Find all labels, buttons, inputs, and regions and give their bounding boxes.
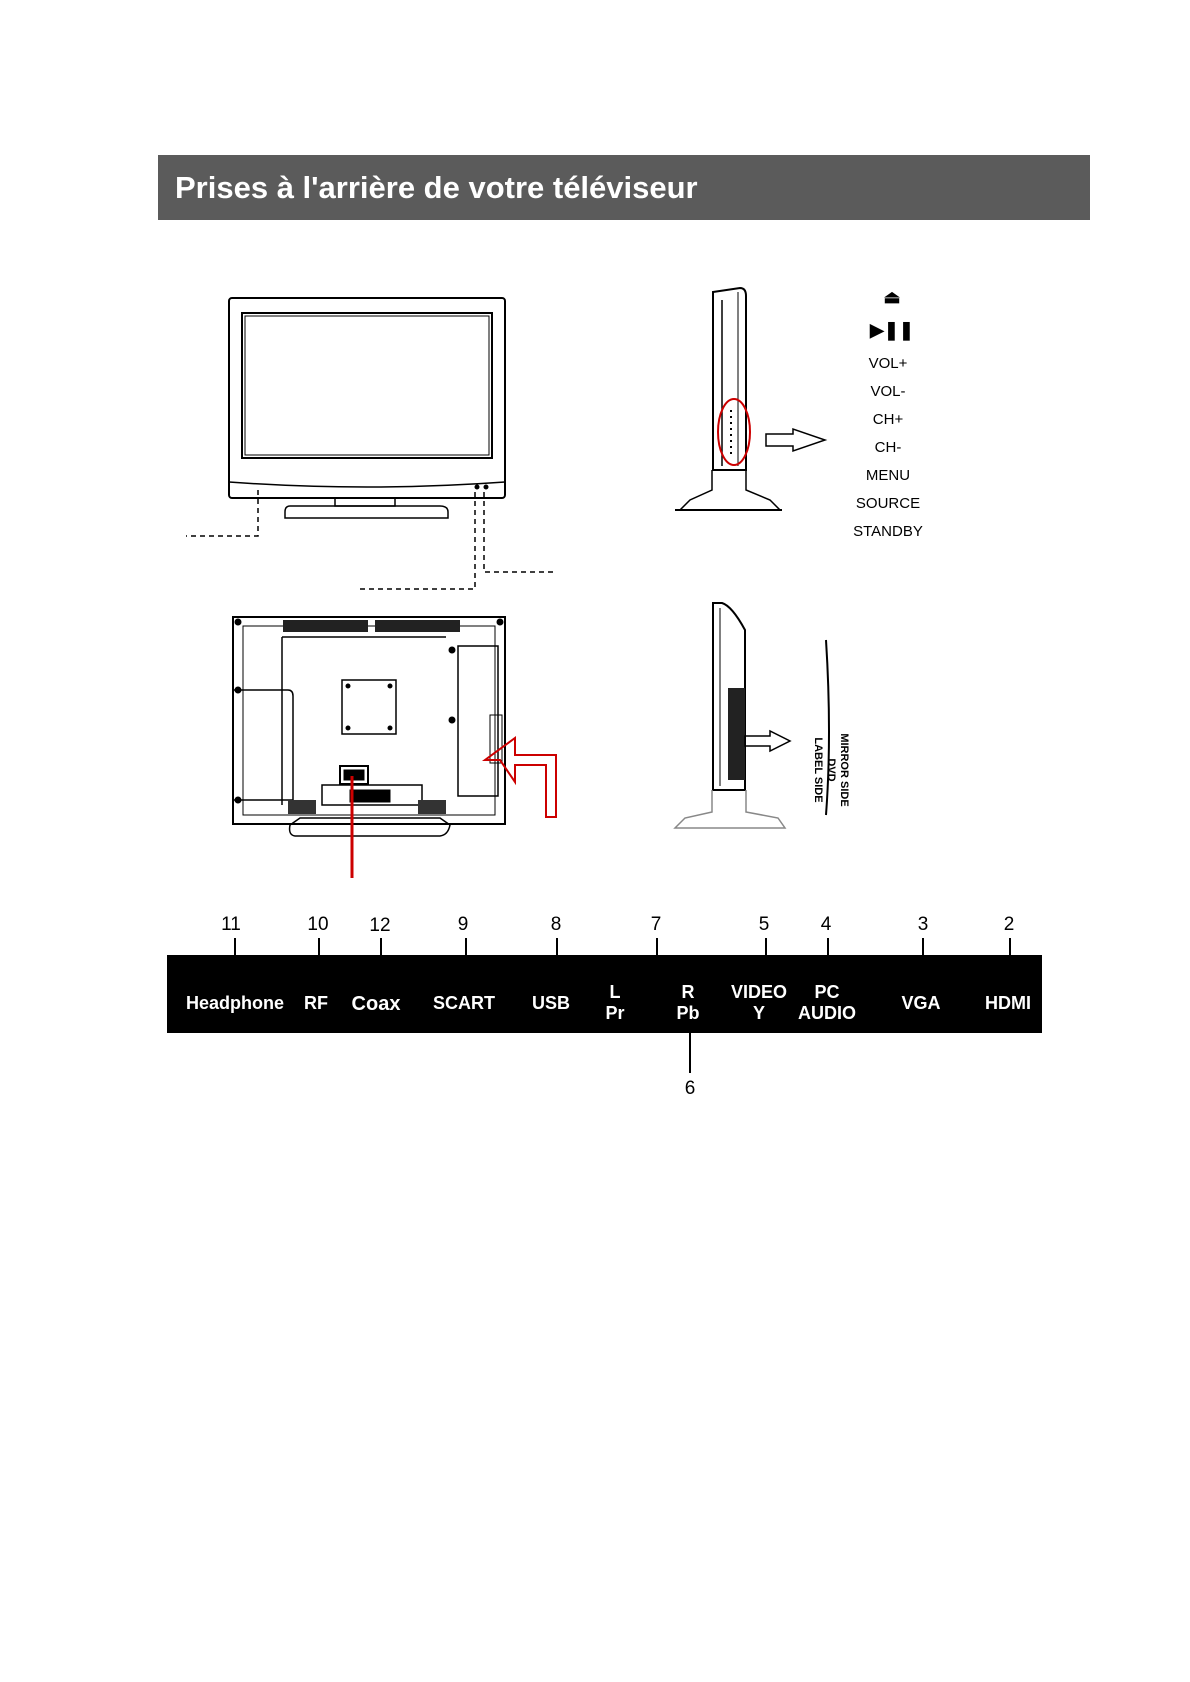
dvd-slot-label xyxy=(811,675,850,865)
dvd-label-mirror-side: MIRROR SIDE xyxy=(838,733,850,807)
port-number: 6 xyxy=(684,1078,696,1099)
port-label-text: PC xyxy=(814,982,840,1002)
port-number: 5 xyxy=(758,914,770,935)
dvd-label-label-side: LABEL SIDE xyxy=(812,737,824,803)
port-label-hdmi xyxy=(978,993,1038,1014)
port-tick xyxy=(318,938,320,956)
port-label-text: Y xyxy=(752,1003,765,1023)
button-label-standby: STANDBY xyxy=(853,523,923,540)
port-number: 2 xyxy=(1003,914,1015,935)
button-label-source: SOURCE xyxy=(855,495,921,512)
port-label-scart xyxy=(426,993,502,1014)
tv-back-view xyxy=(233,617,556,878)
port-tick xyxy=(234,938,236,956)
tv-front-view xyxy=(186,298,555,589)
eject-icon: ⏏ xyxy=(883,287,901,307)
port-number: 10 xyxy=(307,914,329,935)
button-label-ch-up: CH+ xyxy=(872,411,904,428)
port-number: 8 xyxy=(550,914,562,935)
tv-side-view-dvd xyxy=(675,603,829,828)
port-number: 7 xyxy=(650,914,662,935)
port-number: 11 xyxy=(221,914,241,935)
port-label-r-pb xyxy=(668,982,708,1024)
port-label-text: Headphone xyxy=(185,993,284,1013)
port-number: 3 xyxy=(917,914,929,935)
button-label-vol-up: VOL+ xyxy=(868,355,908,372)
port-label-text: VIDEO xyxy=(730,982,787,1002)
port-label-pc-audio xyxy=(792,982,862,1024)
port-label-text: USB xyxy=(531,993,570,1013)
port-tick xyxy=(380,938,382,956)
port-label-text: Pr xyxy=(605,1003,625,1023)
port-label-text: Coax xyxy=(351,993,401,1015)
page-title: Prises à l'arrière de votre téléviseur xyxy=(175,170,698,205)
port-label-rf xyxy=(298,993,334,1014)
port-label-text: AUDIO xyxy=(798,1003,856,1023)
port-label-video-y xyxy=(727,982,791,1024)
button-label-menu: MENU xyxy=(865,467,911,484)
port-label-headphone xyxy=(180,993,290,1014)
port-tick xyxy=(465,938,467,956)
button-label-ch-down: CH- xyxy=(874,439,902,456)
port-number: 4 xyxy=(820,914,832,935)
port-tick xyxy=(689,1033,691,1073)
port-label-text: SCART xyxy=(433,993,495,1013)
port-label-l-pr xyxy=(595,982,635,1024)
port-number: 12 xyxy=(369,915,391,936)
button-label-vol-down: VOL- xyxy=(870,383,906,400)
port-label-text: VGA xyxy=(901,993,941,1013)
port-label-text: Pb xyxy=(676,1003,700,1023)
play-pause-icon: ▶❚❚ xyxy=(869,320,914,340)
port-label-text: L xyxy=(609,982,621,1002)
dvd-label-dvd: DVD xyxy=(825,758,837,782)
port-tick xyxy=(922,938,924,956)
port-tick xyxy=(556,938,558,956)
port-label-coax xyxy=(346,994,406,1015)
port-label-text: R xyxy=(681,982,695,1002)
port-number: 9 xyxy=(457,914,469,935)
port-label-vga xyxy=(895,993,947,1014)
port-label-usb xyxy=(523,993,579,1014)
tv-side-view-buttons xyxy=(675,288,825,510)
port-label-text: HDMI xyxy=(985,993,1031,1013)
port-label-text: RF xyxy=(304,993,328,1013)
